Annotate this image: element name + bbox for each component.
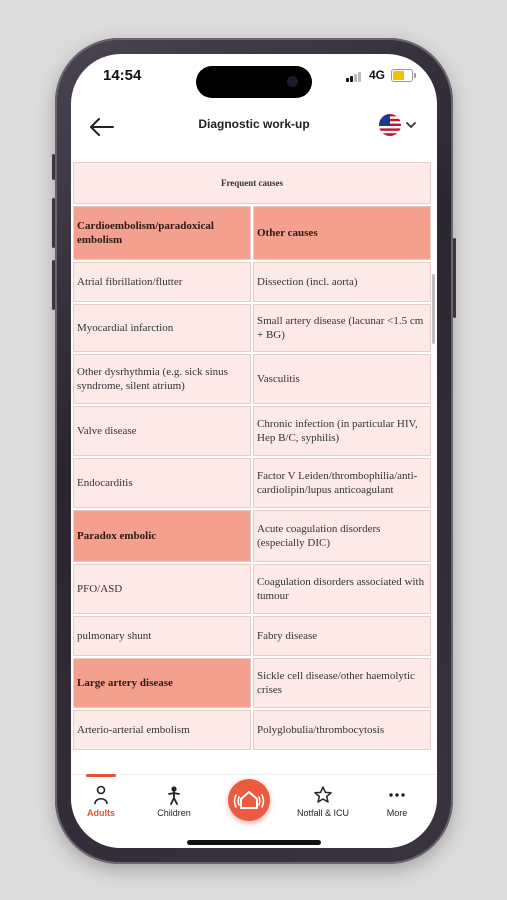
battery-icon xyxy=(391,69,413,82)
cause-other-cell: Sickle cell disease/other haemolytic crises xyxy=(253,658,431,708)
cause-other-cell: Acute coagulation disorders (especially DIC) xyxy=(253,510,431,562)
cause-cardioembolic-cell: Arterio-arterial embolism xyxy=(73,710,251,750)
nav-bar xyxy=(71,100,437,154)
table-row xyxy=(73,616,431,656)
cause-cardioembolic-cell: pulmonary shunt xyxy=(73,616,251,656)
status-bar xyxy=(71,54,437,100)
table-row xyxy=(73,458,431,508)
tab-bar xyxy=(71,774,437,848)
cause-other-cell: Polyglobulia/thrombocytosis xyxy=(253,710,431,750)
table-row xyxy=(73,510,431,562)
side-button-power xyxy=(453,238,456,318)
table-row xyxy=(73,658,431,708)
star-icon xyxy=(313,785,333,805)
tab-label: More xyxy=(386,808,408,818)
adult-person-icon xyxy=(92,785,110,805)
tab-more[interactable] xyxy=(367,785,427,818)
tab-label: Notfall & ICU xyxy=(296,808,349,818)
table-row xyxy=(73,354,431,404)
home-indicator[interactable] xyxy=(187,840,321,845)
cause-other-cell: Fabry disease xyxy=(253,616,431,656)
cause-cardioembolic-cell: Valve disease xyxy=(73,406,251,456)
scrollbar[interactable] xyxy=(432,274,435,344)
status-time: 14:54 xyxy=(103,67,142,84)
table-row xyxy=(73,406,431,456)
cause-cardioembolic-cell: Myocardial infarction xyxy=(73,304,251,352)
screen xyxy=(71,54,437,848)
cause-other-cell: Vasculitis xyxy=(253,354,431,404)
cause-cardioembolic-cell: Large artery disease xyxy=(73,658,251,708)
cause-other-cell: Small artery disease (lacunar <1.5 cm + BG) xyxy=(253,304,431,352)
cause-other-cell: Chronic infection (in particular HIV, Hep B/C, syphilis) xyxy=(253,406,431,456)
cause-cardioembolic-cell: PFO/ASD xyxy=(73,564,251,614)
phone-frame xyxy=(55,38,453,864)
cause-cardioembolic-cell: Atrial fibrillation/flutter xyxy=(73,262,251,302)
header-cardioembolism: Cardioembolism/paradoxical embolism xyxy=(73,206,251,260)
network-label: 4G xyxy=(369,68,386,82)
page-title: Diagnostic work-up xyxy=(198,117,310,131)
table-row xyxy=(73,262,431,302)
side-button-volume-down xyxy=(52,260,55,310)
table-row xyxy=(73,564,431,614)
child-person-icon xyxy=(165,785,183,805)
tab-label: Children xyxy=(157,808,191,818)
table-title: Frequent causes xyxy=(73,162,431,204)
table-row xyxy=(73,710,431,750)
tab-adults[interactable] xyxy=(71,785,131,818)
causes-table xyxy=(71,160,433,752)
tab-notfall-icu[interactable] xyxy=(293,785,353,818)
emergency-home-icon xyxy=(228,779,270,821)
tab-children[interactable] xyxy=(144,785,204,818)
more-dots-icon xyxy=(387,785,407,805)
cause-other-cell: Factor V Leiden/thrombophilia/anti-cardiolipin/lupus anticoagulant xyxy=(253,458,431,508)
table-row xyxy=(73,304,431,352)
us-flag-icon[interactable] xyxy=(379,114,401,136)
tab-label: Adults xyxy=(87,808,115,818)
cause-other-cell: Coagulation disorders associated with tumour xyxy=(253,564,431,614)
cause-cardioembolic-cell: Endocarditis xyxy=(73,458,251,508)
header-other-causes: Other causes xyxy=(253,206,431,260)
side-button-volume-up xyxy=(52,198,55,248)
cause-other-cell: Dissection (incl. aorta) xyxy=(253,262,431,302)
chevron-down-icon[interactable] xyxy=(405,120,417,130)
cause-cardioembolic-cell: Other dysrhythmia (e.g. sick sinus syndrome, silent atrium) xyxy=(73,354,251,404)
emergency-home-button[interactable] xyxy=(228,779,270,821)
side-button-silent xyxy=(52,154,55,180)
dynamic-island xyxy=(196,66,312,98)
cause-cardioembolic-cell: Paradox embolic xyxy=(73,510,251,562)
content-area[interactable] xyxy=(71,154,437,774)
